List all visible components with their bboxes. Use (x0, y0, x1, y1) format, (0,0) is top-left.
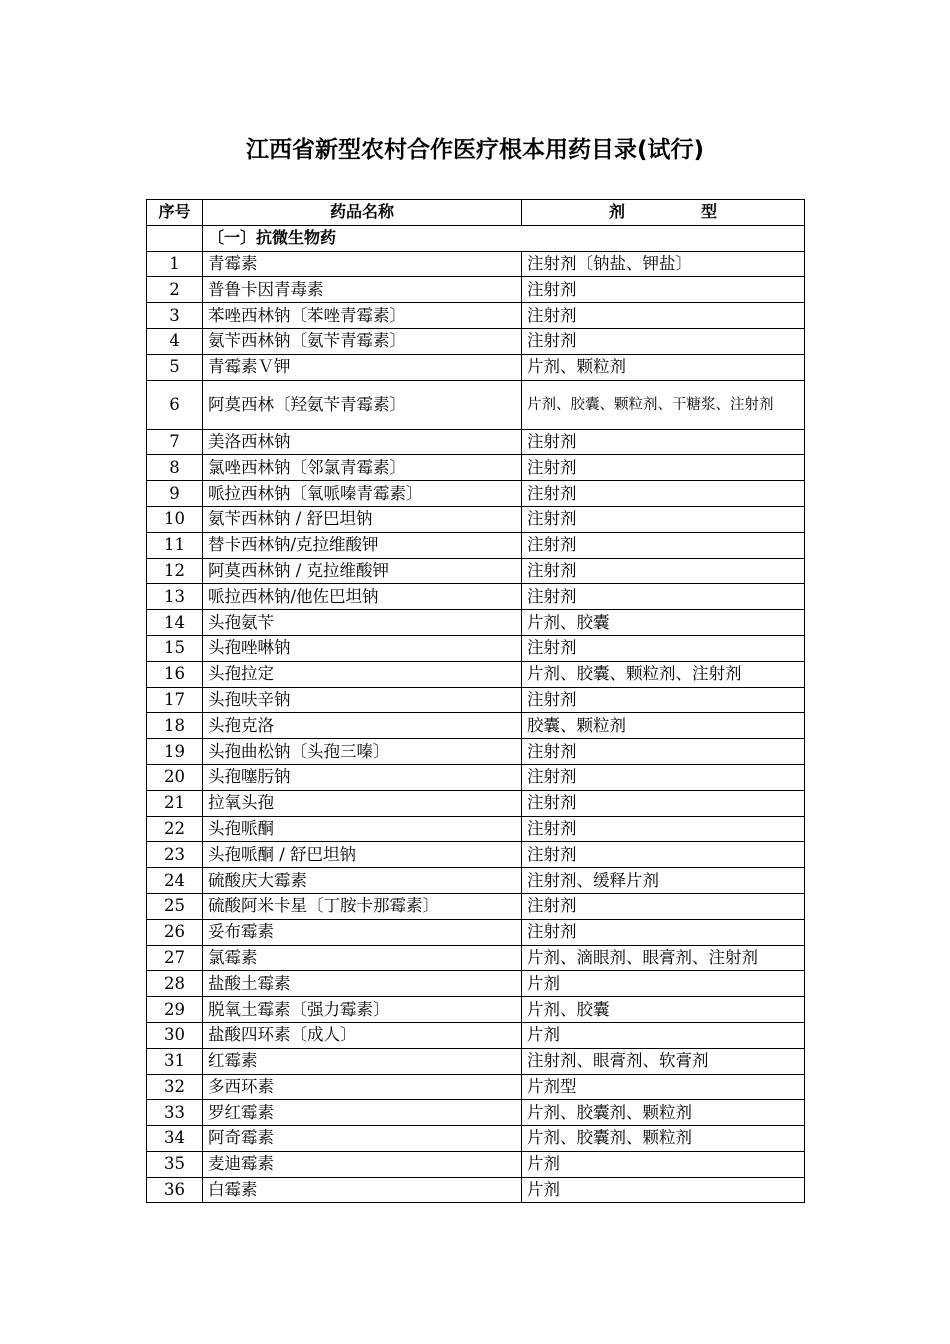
row-drug-name: 阿莫西林钠 / 克拉维酸钾 (203, 558, 522, 584)
row-drug-name: 氨苄西林钠〔氨苄青霉素〕 (203, 328, 522, 354)
row-serial-no: 17 (147, 687, 203, 713)
row-drug-name: 氯唑西林钠〔邻氯青霉素〕 (203, 455, 522, 481)
row-serial-no: 28 (147, 971, 203, 997)
table-row (147, 687, 805, 713)
row-dosage-form: 注射剂 (522, 816, 805, 842)
table-row (147, 251, 805, 277)
row-drug-name: 白霉素 (203, 1177, 522, 1203)
table-row (147, 971, 805, 997)
row-dosage-form: 注射剂 (522, 481, 805, 507)
table-row (147, 1100, 805, 1126)
row-dosage-form: 注射剂 (522, 790, 805, 816)
row-dosage-form: 注射剂 (522, 455, 805, 481)
row-drug-name: 普鲁卡因青毒素 (203, 277, 522, 303)
row-serial-no: 31 (147, 1048, 203, 1074)
table-row (147, 481, 805, 507)
table-row (147, 1151, 805, 1177)
row-drug-name: 红霉素 (203, 1048, 522, 1074)
row-dosage-form: 胶囊、颗粒剂 (522, 713, 805, 739)
row-drug-name: 阿莫西林〔羟氨苄青霉素〕 (203, 380, 522, 429)
row-dosage-form: 片剂、胶囊 (522, 997, 805, 1023)
row-serial-no: 30 (147, 1022, 203, 1048)
row-drug-name: 氨苄西林钠 / 舒巴坦钠 (203, 506, 522, 532)
row-dosage-form: 片剂 (522, 1022, 805, 1048)
table-row (147, 893, 805, 919)
table-row (147, 429, 805, 455)
row-dosage-form: 注射剂 (522, 558, 805, 584)
row-dosage-form: 注射剂 (522, 893, 805, 919)
table-row (147, 1048, 805, 1074)
table-row (147, 945, 805, 971)
row-dosage-form: 注射剂、眼膏剂、软膏剂 (522, 1048, 805, 1074)
table-row (147, 455, 805, 481)
row-serial-no: 18 (147, 713, 203, 739)
row-drug-name: 妥布霉素 (203, 919, 522, 945)
header-serial-no: 序号 (147, 200, 203, 226)
row-serial-no: 23 (147, 842, 203, 868)
row-drug-name: 头孢克洛 (203, 713, 522, 739)
table-row (147, 997, 805, 1023)
row-serial-no: 8 (147, 455, 203, 481)
row-drug-name: 苯唑西林钠〔苯唑青霉素〕 (203, 303, 522, 329)
row-dosage-form: 片剂 (522, 1151, 805, 1177)
header-drug-name: 药品名称 (203, 200, 522, 226)
table-row (147, 584, 805, 610)
row-drug-name: 替卡西林钠/克拉维酸钾 (203, 532, 522, 558)
row-drug-name: 头孢噻肟钠 (203, 764, 522, 790)
table-row (147, 1074, 805, 1100)
table-row (147, 764, 805, 790)
row-serial-no: 12 (147, 558, 203, 584)
table-row (147, 558, 805, 584)
row-dosage-form: 注射剂〔钠盐、钾盐〕 (522, 251, 805, 277)
table-row (147, 919, 805, 945)
section-title: 〔一〕抗微生物药 (203, 225, 805, 251)
row-dosage-form: 片剂、胶囊剂、颗粒剂 (522, 1100, 805, 1126)
row-dosage-form: 注射剂 (522, 532, 805, 558)
row-dosage-form: 片剂、胶囊 (522, 610, 805, 636)
row-dosage-form: 注射剂、缓释片剂 (522, 868, 805, 894)
row-dosage-form: 片剂、胶囊、颗粒剂、注射剂 (522, 661, 805, 687)
row-dosage-form: 片剂、胶囊、颗粒剂、干糖浆、注射剂 (522, 380, 805, 429)
table-row (147, 790, 805, 816)
row-serial-no: 5 (147, 354, 203, 380)
table-row (147, 328, 805, 354)
row-dosage-form: 片剂、颗粒剂 (522, 354, 805, 380)
table-row (147, 610, 805, 636)
table-row (147, 816, 805, 842)
row-drug-name: 氯霉素 (203, 945, 522, 971)
table-row (147, 1177, 805, 1203)
row-dosage-form: 片剂、滴眼剂、眼膏剂、注射剂 (522, 945, 805, 971)
table-row (147, 635, 805, 661)
row-dosage-form: 注射剂 (522, 277, 805, 303)
row-drug-name: 青霉素 (203, 251, 522, 277)
row-dosage-form: 片剂型 (522, 1074, 805, 1100)
row-dosage-form: 片剂、胶囊剂、颗粒剂 (522, 1126, 805, 1152)
row-dosage-form: 注射剂 (522, 584, 805, 610)
row-dosage-form: 注射剂 (522, 739, 805, 765)
row-drug-name: 美洛西林钠 (203, 429, 522, 455)
row-serial-no: 19 (147, 739, 203, 765)
row-serial-no: 26 (147, 919, 203, 945)
row-serial-no: 15 (147, 635, 203, 661)
row-dosage-form: 注射剂 (522, 842, 805, 868)
row-serial-no: 34 (147, 1126, 203, 1152)
row-drug-name: 阿奇霉素 (203, 1126, 522, 1152)
row-serial-no: 9 (147, 481, 203, 507)
row-serial-no: 25 (147, 893, 203, 919)
row-drug-name: 头孢哌酮 (203, 816, 522, 842)
table-row (147, 1126, 805, 1152)
table-row (147, 277, 805, 303)
table-row (147, 661, 805, 687)
document-title: 江西省新型农村合作医疗根本用药目录(试行) (245, 137, 705, 163)
row-serial-no: 7 (147, 429, 203, 455)
row-serial-no: 6 (147, 380, 203, 429)
row-drug-name: 头孢拉定 (203, 661, 522, 687)
row-serial-no: 29 (147, 997, 203, 1023)
row-serial-no: 22 (147, 816, 203, 842)
row-serial-no: 33 (147, 1100, 203, 1126)
row-drug-name: 脱氧土霉素〔强力霉素〕 (203, 997, 522, 1023)
row-dosage-form: 注射剂 (522, 429, 805, 455)
table-row (147, 380, 805, 429)
row-serial-no: 20 (147, 764, 203, 790)
row-drug-name: 哌拉西林钠〔氧哌嗪青霉素〕 (203, 481, 522, 507)
table-row (147, 842, 805, 868)
row-drug-name: 头孢呋辛钠 (203, 687, 522, 713)
row-serial-no: 32 (147, 1074, 203, 1100)
row-serial-no: 35 (147, 1151, 203, 1177)
row-serial-no: 3 (147, 303, 203, 329)
row-dosage-form: 注射剂 (522, 303, 805, 329)
row-drug-name: 盐酸四环素〔成人〕 (203, 1022, 522, 1048)
row-dosage-form: 注射剂 (522, 919, 805, 945)
row-drug-name: 哌拉西林钠/他佐巴坦钠 (203, 584, 522, 610)
row-serial-no: 1 (147, 251, 203, 277)
row-drug-name: 头孢哌酮 / 舒巴坦钠 (203, 842, 522, 868)
row-dosage-form: 片剂 (522, 971, 805, 997)
drug-catalog-table (146, 199, 805, 1203)
row-serial-no: 16 (147, 661, 203, 687)
row-serial-no: 24 (147, 868, 203, 894)
table-row (147, 713, 805, 739)
row-drug-name: 头孢氨苄 (203, 610, 522, 636)
row-serial-no: 14 (147, 610, 203, 636)
table-row (147, 1022, 805, 1048)
table-row (147, 532, 805, 558)
row-drug-name: 盐酸土霉素 (203, 971, 522, 997)
table-row (147, 303, 805, 329)
row-drug-name: 麦迪霉素 (203, 1151, 522, 1177)
row-drug-name: 硫酸庆大霉素 (203, 868, 522, 894)
row-drug-name: 头孢唑啉钠 (203, 635, 522, 661)
row-dosage-form: 片剂 (522, 1177, 805, 1203)
row-serial-no: 2 (147, 277, 203, 303)
row-serial-no: 21 (147, 790, 203, 816)
row-drug-name: 拉氧头孢 (203, 790, 522, 816)
row-serial-no: 13 (147, 584, 203, 610)
row-serial-no: 4 (147, 328, 203, 354)
table-header-row (147, 200, 805, 226)
table-row (147, 354, 805, 380)
row-dosage-form: 注射剂 (522, 328, 805, 354)
row-drug-name: 头孢曲松钠〔头孢三嗪〕 (203, 739, 522, 765)
row-dosage-form: 注射剂 (522, 764, 805, 790)
table-row (147, 506, 805, 532)
header-dosage-form: 剂 型 (522, 200, 805, 226)
table-row (147, 739, 805, 765)
row-dosage-form: 注射剂 (522, 687, 805, 713)
row-dosage-form: 注射剂 (522, 635, 805, 661)
row-serial-no: 11 (147, 532, 203, 558)
section-row (147, 225, 805, 251)
row-drug-name: 多西环素 (203, 1074, 522, 1100)
table-row (147, 868, 805, 894)
row-serial-no: 10 (147, 506, 203, 532)
row-drug-name: 青霉素Ｖ钾 (203, 354, 522, 380)
row-serial-no: 27 (147, 945, 203, 971)
row-drug-name: 罗红霉素 (203, 1100, 522, 1126)
row-dosage-form: 注射剂 (522, 506, 805, 532)
row-drug-name: 硫酸阿米卡星〔丁胺卡那霉素〕 (203, 893, 522, 919)
row-serial-no: 36 (147, 1177, 203, 1203)
